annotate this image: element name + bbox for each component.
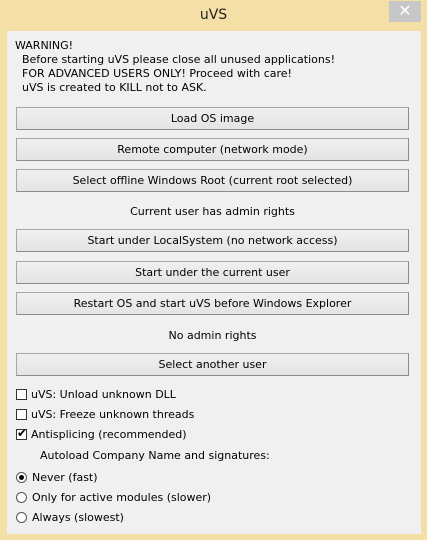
autoload-always-label: Always (slowest) xyxy=(32,511,124,524)
freeze-threads-checkbox-box[interactable] xyxy=(16,409,27,420)
warning-line-3: FOR ADVANCED USERS ONLY! Proceed with care! xyxy=(15,67,292,80)
unload-dll-label: uVS: Unload unknown DLL xyxy=(31,388,176,401)
close-icon: ✕ xyxy=(398,1,412,20)
unload-dll-checkbox-box[interactable] xyxy=(16,389,27,400)
autoload-active-modules-radio[interactable] xyxy=(16,490,211,506)
warning-line-2: Before starting uVS please close all unused applications! xyxy=(15,53,335,66)
load-os-image-button[interactable]: Load OS image xyxy=(16,107,409,130)
checkmark-icon: ✔ xyxy=(17,426,28,440)
no-admin-rights-status: No admin rights xyxy=(168,329,257,342)
autoload-never-radio-circle[interactable] xyxy=(16,472,27,483)
unload-dll-checkbox[interactable] xyxy=(16,387,176,403)
admin-rights-status: Current user has admin rights xyxy=(130,205,295,218)
antisplicing-checkbox[interactable] xyxy=(16,427,187,443)
select-another-user-button[interactable]: Select another user xyxy=(16,353,409,376)
radio-selected-dot xyxy=(19,475,24,480)
autoload-active-modules-radio-circle[interactable] xyxy=(16,492,27,503)
freeze-threads-checkbox[interactable] xyxy=(16,407,194,423)
restart-os-button[interactable]: Restart OS and start uVS before Windows Explorer xyxy=(16,292,409,315)
antisplicing-checkbox-box[interactable] xyxy=(16,426,28,440)
autoload-never-radio[interactable] xyxy=(16,470,98,486)
start-current-user-button[interactable]: Start under the current user xyxy=(16,261,409,284)
title-bar[interactable] xyxy=(0,0,427,31)
select-offline-root-button[interactable]: Select offline Windows Root (current root selected) xyxy=(16,169,409,192)
autoload-active-modules-label: Only for active modules (slower) xyxy=(32,491,212,504)
remote-computer-button[interactable]: Remote computer (network mode) xyxy=(16,138,409,161)
start-localsystem-button[interactable]: Start under LocalSystem (no network access) xyxy=(16,229,409,252)
autoload-always-radio-circle[interactable] xyxy=(16,512,27,523)
window-title: uVS xyxy=(199,7,228,23)
dialog-client-area xyxy=(7,31,421,534)
warning-line-1: WARNING! xyxy=(15,39,74,52)
autoload-label: Autoload Company Name and signatures: xyxy=(40,449,270,462)
antisplicing-label: Antisplicing (recommended) xyxy=(31,428,187,441)
close-button[interactable] xyxy=(389,1,421,22)
warning-text xyxy=(15,39,335,95)
autoload-always-radio[interactable] xyxy=(16,510,124,526)
autoload-never-label: Never (fast) xyxy=(32,471,98,484)
warning-line-4: uVS is created to KILL not to ASK. xyxy=(15,81,207,94)
freeze-threads-label: uVS: Freeze unknown threads xyxy=(31,408,195,421)
